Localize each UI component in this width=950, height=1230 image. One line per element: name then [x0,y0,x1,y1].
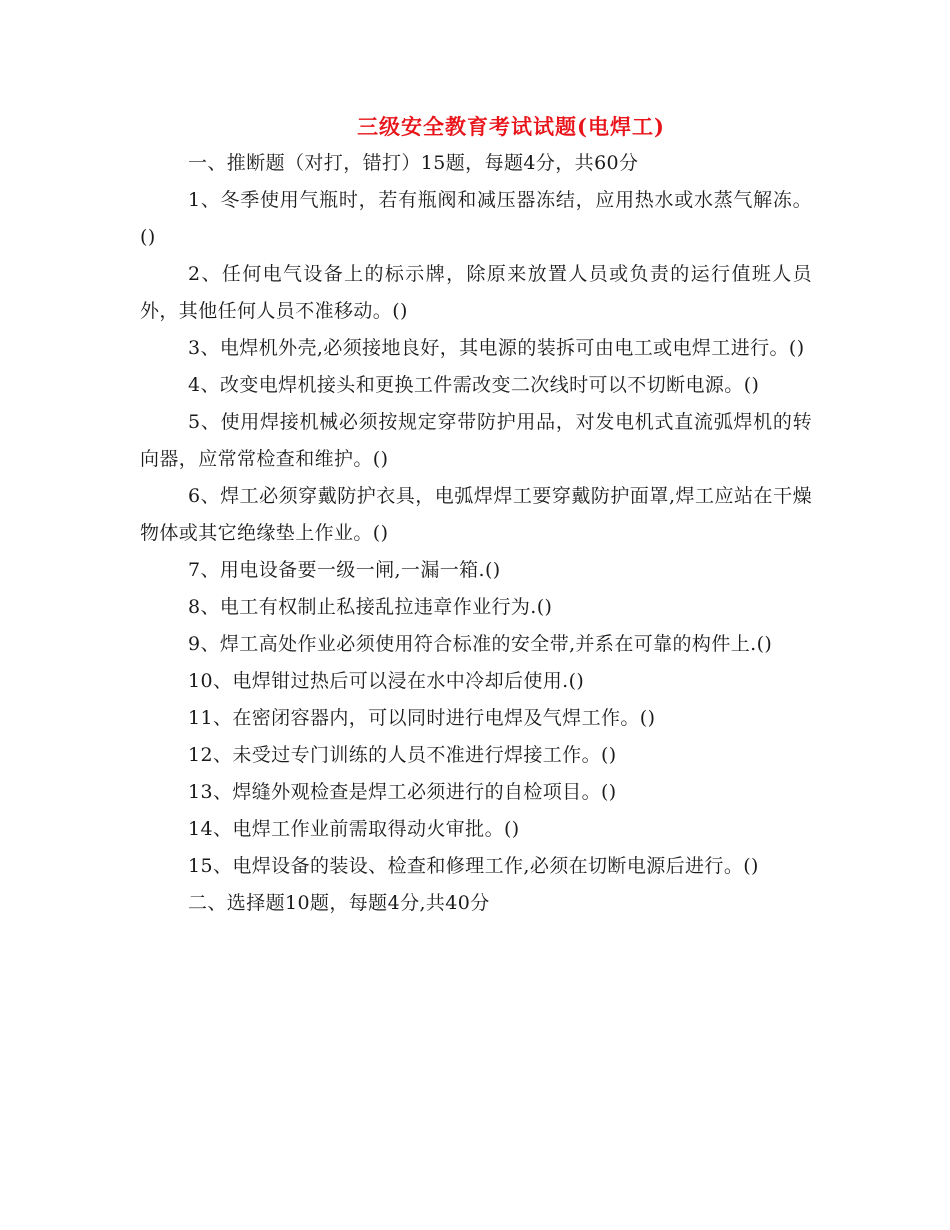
question-6: 6、焊工必须穿戴防护衣具，电弧焊焊工要穿戴防护面罩,焊工应站在干燥物体或其它绝缘垫上作业。() [140,485,812,544]
question-15: 15、电焊设备的装设、检查和修理工作,必须在切断电源后进行。() [188,855,759,877]
question-12: 12、未受过专门训练的人员不准进行焊接工作。() [188,744,617,766]
question-2: 2、任何电气设备上的标示牌，除原来放置人员或负责的运行值班人员外，其他任何人员不准移动。() [140,263,812,322]
question-8: 8、电工有权制止私接乱拉违章作业行为.() [188,596,553,618]
question-1: 1、冬季使用气瓶时，若有瓶阀和减压器冻结，应用热水或水蒸气解冻。() [140,189,812,248]
question-13: 13、焊缝外观检查是焊工必须进行的自检项目。() [188,781,617,803]
section-heading-judgment: 一、推断题（对打，错打）15题，每题4分，共60分 [188,152,639,174]
question-5: 5、使用焊接机械必须按规定穿带防护用品，对发电机式直流弧焊机的转向器，应常常检查和维护。() [140,411,812,470]
question-14: 14、电焊工作业前需取得动火审批。() [188,818,520,840]
document-page [140,108,812,922]
question-10: 10、电焊钳过热后可以浸在水中冷却后使用.() [188,670,585,692]
question-9: 9、焊工高处作业必须使用符合标准的安全带,并系在可靠的构件上.() [188,633,773,655]
section-heading-choice: 二、选择题10题，每题4分,共40分 [188,892,490,914]
document-title: 三级安全教育考试试题(电焊工) [357,114,665,139]
question-7: 7、用电设备要一级一闸,一漏一箱.() [188,559,501,581]
question-4: 4、改变电焊机接头和更换工件需改变二次线时可以不切断电源。() [188,374,760,396]
question-11: 11、在密闭容器内，可以同时进行电焊及气焊工作。() [188,707,656,729]
question-3: 3、电焊机外壳,必须接地良好，其电源的装拆可由电工或电焊工进行。() [188,337,805,359]
